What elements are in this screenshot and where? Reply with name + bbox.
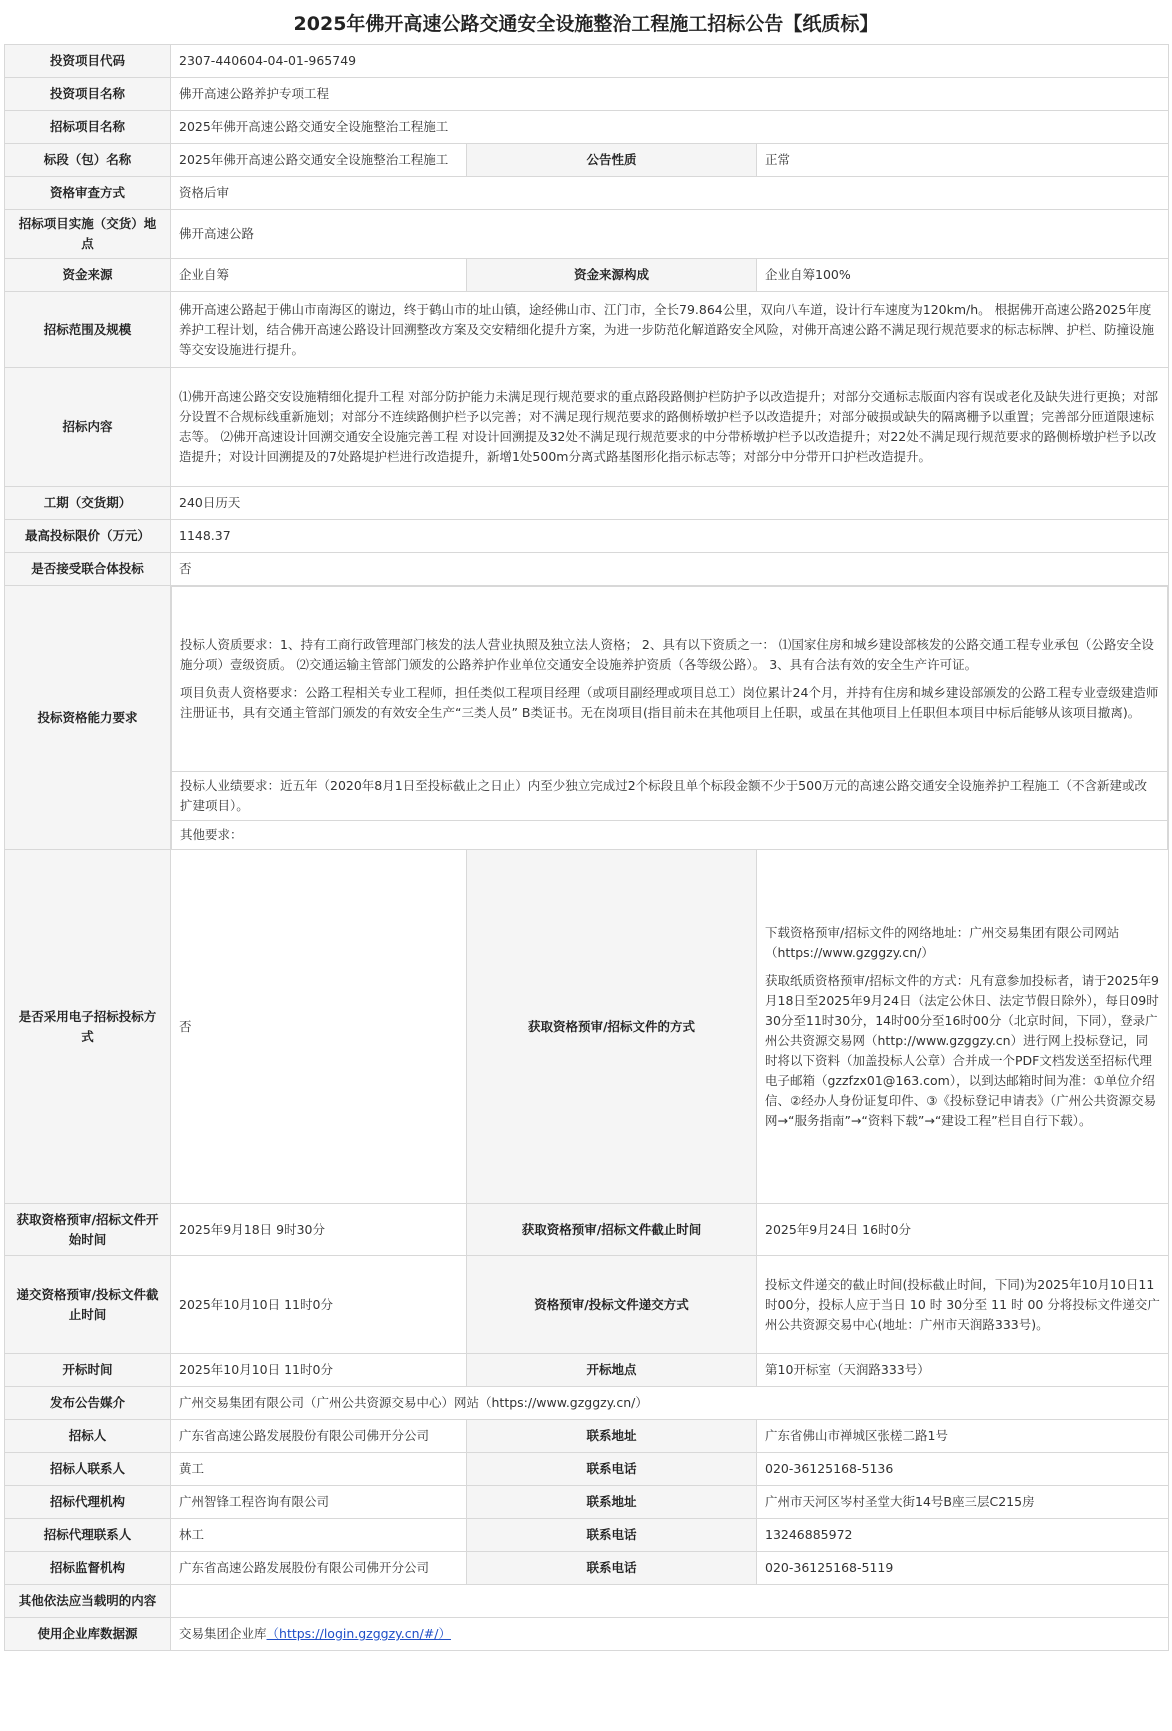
label-project-name: 投资项目名称: [5, 78, 171, 111]
row-tenderer-contact: [5, 1453, 1169, 1486]
label-submit-method: 资格预审/投标文件递交方式: [467, 1256, 757, 1354]
row-agency-contact: [5, 1519, 1169, 1552]
value-opening-time: 2025年10月10日 11时0分: [171, 1354, 467, 1387]
enterprise-db-link[interactable]: （https://login.gzggzy.cn/#/）: [266, 1626, 451, 1641]
label-scope: 招标范围及规模: [5, 292, 171, 368]
row-doc-time: [5, 1204, 1169, 1256]
value-fund-composition: 企业自筹100%: [757, 259, 1169, 292]
value-agency-contact: 林工: [171, 1519, 467, 1552]
label-enterprise-db: 使用企业库数据源: [5, 1618, 171, 1651]
doc-paper-method: 获取纸质资格预审/招标文件的方式：凡有意参加投标者，请于2025年9月18日至2025年9月24日（法定公休日、法定节假日除外），每日09时30分至11时30分，14时00分至16时00分（北京时间，下同），登录广州公共资源交易网（http://www.gzggzy.cn）进行网上投标登记，同时将以下资料（加盖投标人公章）合并成一个PDF文档发送至招标代理电子邮箱（gzzfzx01@163.com），以到达邮箱时间为准：①单位介绍信、②经办人身份证复印件、③《投标登记申请表》（广州公共资源交易网→“服务指南”→“资料下载”→“建设工程”栏目自行下载）。: [765, 972, 1159, 1128]
row-duration: [5, 487, 1169, 520]
label-other-statement: 其他依法应当载明的内容: [5, 1585, 171, 1618]
value-agency-phone: 13246885972: [757, 1519, 1169, 1552]
label-opening-place: 开标地点: [467, 1354, 757, 1387]
value-doc-method: [757, 850, 1169, 1204]
value-opening-place: 第10开标室（天润路333号）: [757, 1354, 1169, 1387]
label-max-price: 最高投标限价（万元）: [5, 520, 171, 553]
value-scope: 佛开高速公路起于佛山市南海区的谢边，终于鹤山市的址山镇，途经佛山市、江门市，全长79.864公里，双向八车道，设计行车速度为120km/h。 根据佛开高速公路2025年度养护工程计划，结合佛开高速公路设计回溯整改方案及交安精细化提升方案，为进一步防范化解道路安全风险，对佛开高速公路不满足现行规范要求的标志标牌、护栏、防撞设施等交安设施进行提升。: [171, 292, 1169, 368]
value-fund-source: 企业自筹: [171, 259, 467, 292]
label-fund-composition: 资金来源构成: [467, 259, 757, 292]
value-agency-address: 广州市天河区岑村圣堂大街14号B座三层C215房: [757, 1486, 1169, 1519]
value-project-code: 2307-440604-04-01-965749: [171, 45, 1169, 78]
capability-qualification: 投标人资质要求：1、持有工商行政管理部门核发的法人营业执照及独立法人资格； 2、具有以下资质之一： ⑴国家住房和城乡建设部核发的公路交通工程专业承包（公路安全设施分项）壹级资质。 ⑵交通运输主管部门颁发的公路养护作业单位交通安全设施养护资质（各等级公路）。 3、具有合法有效的安全生产许可证。: [180, 637, 1154, 672]
value-duration: 240日历天: [171, 487, 1169, 520]
label-project-code: 投资项目代码: [5, 45, 171, 78]
value-tenderer: 广东省高速公路发展股份有限公司佛开分公司: [171, 1420, 467, 1453]
label-fund-source: 资金来源: [5, 259, 171, 292]
value-notice-nature: 正常: [757, 144, 1169, 177]
label-tenderer-contact: 招标人联系人: [5, 1453, 171, 1486]
value-content: ⑴佛开高速公路交安设施精细化提升工程 对部分防护能力未满足现行规范要求的重点路段路侧护栏防护予以改造提升；对部分交通标志版面内容有误或老化及缺失进行更换；对部分设置不合规标线重新施划；对部分不连续路侧护栏予以完善；对不满足现行规范要求的路侧桥墩护栏予以改造提升；对部分破损或缺失的隔离栅予以重置；完善部分匝道限速标志等。 ⑵佛开高速设计回溯交通安全设施完善工程 对设计回溯提及32处不满足现行规范要求的中分带桥墩护栏予以改造提升；对22处不满足现行规范要求的路侧桥墩护栏予以改造提升；对设计回溯提及的7处路堤护栏进行改造提升，新增1处500m分离式路基图形化指示标志等；对部分中分带开口护栏改造提升。: [171, 368, 1169, 487]
row-fund-source: [5, 259, 1169, 292]
label-tenderer-phone: 联系电话: [467, 1453, 757, 1486]
row-project-name: [5, 78, 1169, 111]
value-joint-bid: 否: [171, 553, 1169, 586]
enterprise-db-text: 交易集团企业库: [179, 1626, 267, 1641]
notice-table: [4, 44, 1169, 1651]
row-max-price: [5, 520, 1169, 553]
label-duration: 工期（交货期）: [5, 487, 171, 520]
doc-download-address: 下载资格预审/招标文件的网络地址：广州交易集团有限公司网站（https://www.gzggzy.cn/）: [765, 924, 1120, 960]
capability-manager: 项目负责人资格要求：公路工程相关专业工程师，担任类似工程项目经理（或项目副经理或项目总工）岗位累计24个月，并持有住房和城乡建设部颁发的公路工程专业壹级建造师注册证书，具有交通主管部门颁发的有效安全生产“三类人员” B类证书。无在岗项目(指目前未在其他项目上任职，或虽在其他项目上任职但本项目中标后能够从该项目撤离)。: [180, 685, 1159, 720]
row-scope: [5, 292, 1169, 368]
label-agency-contact: 招标代理联系人: [5, 1519, 171, 1552]
value-capability: [171, 586, 1169, 850]
capability-performance: 投标人业绩要求：近五年（2020年8月1日至投标截止之日止）内至少独立完成过2个标段且单个标段金额不少于500万元的高速公路交通安全设施养护工程施工（不含新建或改扩建项目）。: [180, 778, 1148, 813]
value-submit-deadline: 2025年10月10日 11时0分: [171, 1256, 467, 1354]
row-joint-bid: [5, 553, 1169, 586]
value-section-name: 2025年佛开高速公路交通安全设施整治工程施工: [171, 144, 467, 177]
label-opening-time: 开标时间: [5, 1354, 171, 1387]
value-tenderer-contact: 黄工: [171, 1453, 467, 1486]
value-qualification-review: 资格后审: [171, 177, 1169, 210]
value-media: 广州交易集团有限公司（广州公共资源交易中心）网站（https://www.gzggzy.cn/）: [171, 1387, 1169, 1420]
label-agency-address: 联系地址: [467, 1486, 757, 1519]
value-bid-project-name: 2025年佛开高速公路交通安全设施整治工程施工: [171, 111, 1169, 144]
row-bid-project-name: [5, 111, 1169, 144]
value-max-price: 1148.37: [171, 520, 1169, 553]
label-doc-start: 获取资格预审/招标文件开始时间: [5, 1204, 171, 1256]
row-submit: [5, 1256, 1169, 1354]
label-doc-method: 获取资格预审/招标文件的方式: [467, 850, 757, 1204]
page-title: 2025年佛开高速公路交通安全设施整治工程施工招标公告【纸质标】: [293, 13, 879, 35]
value-doc-start: 2025年9月18日 9时30分: [171, 1204, 467, 1256]
row-media: [5, 1387, 1169, 1420]
label-agency-phone: 联系电话: [467, 1519, 757, 1552]
label-location: 招标项目实施（交货）地点: [5, 210, 171, 259]
capability-other: 其他要求：: [180, 827, 243, 842]
row-capability: [5, 586, 1169, 850]
row-electronic: [5, 850, 1169, 1204]
label-notice-nature: 公告性质: [467, 144, 757, 177]
label-joint-bid: 是否接受联合体投标: [5, 553, 171, 586]
value-project-name: 佛开高速公路养护专项工程: [171, 78, 1169, 111]
notice-page: [4, 0, 1168, 1651]
row-enterprise-db: [5, 1618, 1169, 1651]
value-agency: 广州智锋工程咨询有限公司: [171, 1486, 467, 1519]
value-supervisor-phone: 020-36125168-5119: [757, 1552, 1169, 1585]
row-section-name: [5, 144, 1169, 177]
value-other-statement: [171, 1585, 1169, 1618]
value-location: 佛开高速公路: [171, 210, 1169, 259]
row-other-statement: [5, 1585, 1169, 1618]
value-supervisor: 广东省高速公路发展股份有限公司佛开分公司: [171, 1552, 467, 1585]
label-electronic: 是否采用电子招标投标方式: [5, 850, 171, 1204]
label-agency: 招标代理机构: [5, 1486, 171, 1519]
value-enterprise-db: [171, 1618, 1169, 1651]
value-tenderer-address: 广东省佛山市禅城区张槎二路1号: [757, 1420, 1169, 1453]
row-content: [5, 368, 1169, 487]
label-section-name: 标段（包）名称: [5, 144, 171, 177]
label-tenderer-address: 联系地址: [467, 1420, 757, 1453]
row-supervisor: [5, 1552, 1169, 1585]
label-submit-deadline: 递交资格预审/投标文件截止时间: [5, 1256, 171, 1354]
value-electronic: 否: [171, 850, 467, 1204]
value-submit-method: 投标文件递交的截止时间(投标截止时间，下同)为2025年10月10日11时00分，投标人应于当日 10 时 30分至 11 时 00 分将投标文件递交广州公共资源交易中心(地址：广州市天润路333号)。: [757, 1256, 1169, 1354]
label-media: 发布公告媒介: [5, 1387, 171, 1420]
value-tenderer-phone: 020-36125168-5136: [757, 1453, 1169, 1486]
row-project-code: [5, 45, 1169, 78]
label-capability: 投标资格能力要求: [5, 586, 171, 850]
row-tenderer: [5, 1420, 1169, 1453]
label-tenderer: 招标人: [5, 1420, 171, 1453]
value-doc-end: 2025年9月24日 16时0分: [757, 1204, 1169, 1256]
label-supervisor-phone: 联系电话: [467, 1552, 757, 1585]
row-location: [5, 210, 1169, 259]
label-qualification-review: 资格审查方式: [5, 177, 171, 210]
label-bid-project-name: 招标项目名称: [5, 111, 171, 144]
row-opening: [5, 1354, 1169, 1387]
label-doc-end: 获取资格预审/招标文件截止时间: [467, 1204, 757, 1256]
row-qualification-review: [5, 177, 1169, 210]
capability-subtable: [171, 586, 1168, 849]
label-content: 招标内容: [5, 368, 171, 487]
row-agency: [5, 1486, 1169, 1519]
label-supervisor: 招标监督机构: [5, 1552, 171, 1585]
